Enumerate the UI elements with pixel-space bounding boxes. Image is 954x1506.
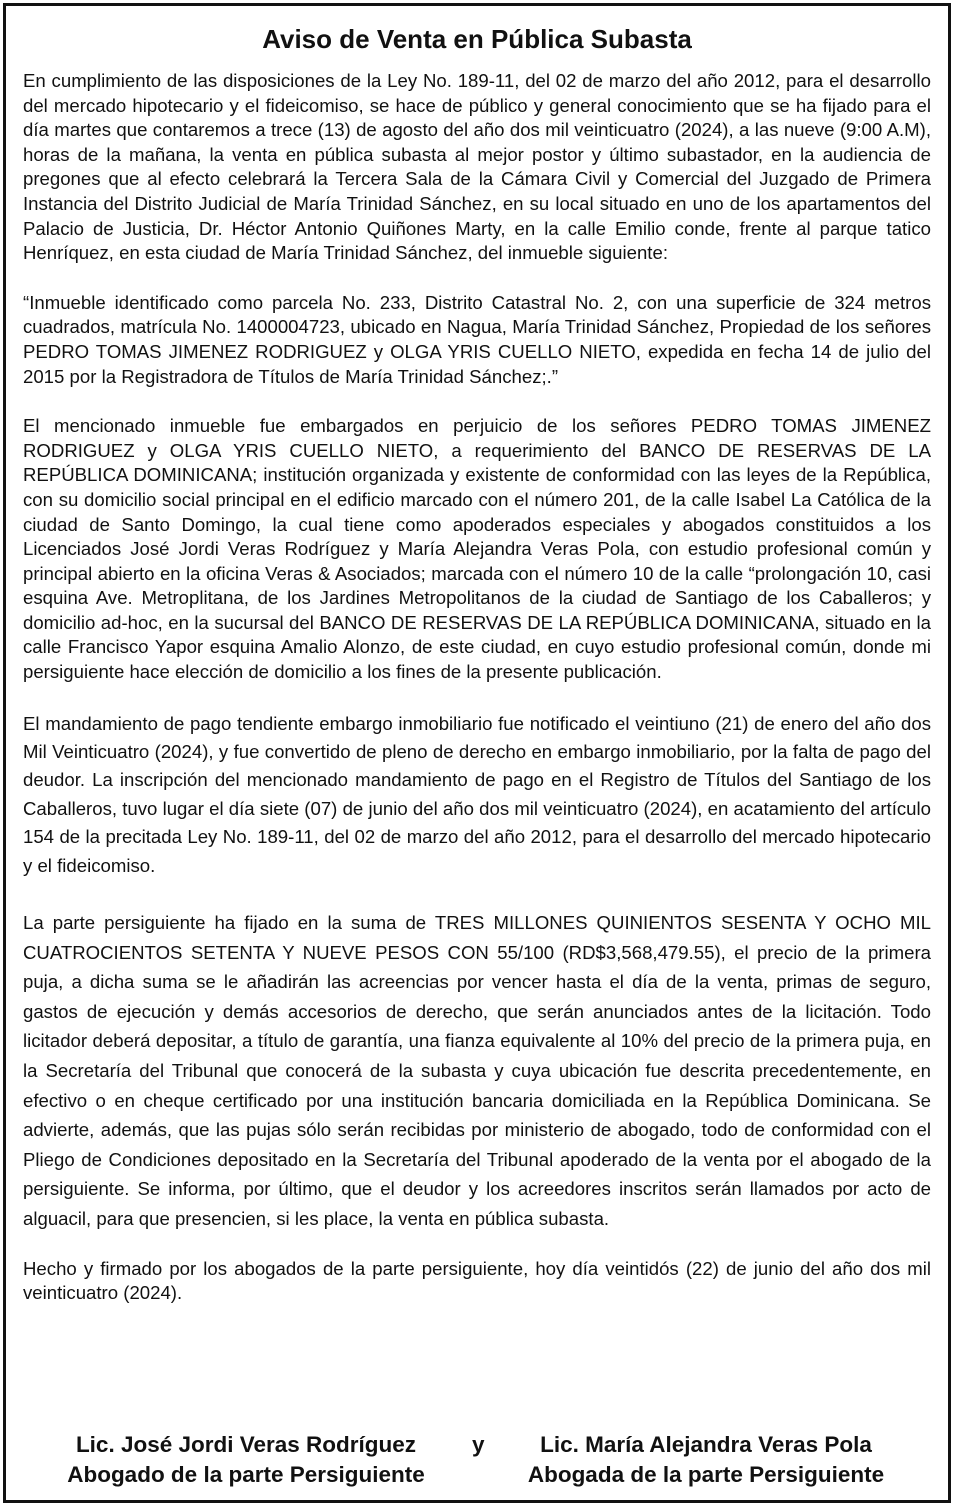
paragraph-announcement: En cumplimiento de las disposiciones de la Ley No. 189-11, del 02 de marzo del año 2012, para el desarrollo del mercado hipotecario y el fideicomiso, se hace de público y general conocimiento que se ha fijado para el día martes que contaremos a trece (13) de agosto del año dos mil veinticuatro (2024), a las nueve (9:00 A.M), horas de la mañana, la venta en pública subasta al mejor postor y último subastador, en la audiencia de pregones que al efecto celebrará la Tercera Sala de la Cámara Civil y Comercial del Juzgado de Primera Instancia del Distrito Judicial de María Trinidad Sánchez, en su local situado en uno de los apartamentos del Palacio de Justicia, Dr. Héctor Antonio Quiñones Marty, en la calle Emilio conde, frente al parque tatico Henríquez, en esta ciudad de María Trinidad Sánchez, del inmueble siguiente: xyxy=(23,70,931,264)
paragraph-property-description: “Inmueble identificado como parcela No. 233, Distrito Catastral No. 2, con una superficie de 324 metros cuadrados, matrícula No. 1400004723, ubicado en Nagua, María Trinidad Sánchez, Propiedad de los señores PEDRO TOMAS JIMENEZ RODRIGUEZ y OLGA YRIS CUELLO NIETO, expedida en fecha 14 de julio del 2015 por la Registradora de Títulos de María Trinidad Sánchez;.” xyxy=(23,291,931,387)
signature-right xyxy=(496,1430,916,1490)
paragraph-seizure-details: El mencionado inmueble fue embargados en perjuicio de los señores PEDRO TOMAS JIMENEZ RODRIGUEZ y OLGA YRIS CUELLO NIETO, a requerimiento del BANCO DE RESERVAS DE LA REPÚBLICA DOMINICANA; institución organizada y existente de conformidad con las leyes de la República, con su domicilio social principal en el edificio marcado con el número 201, de la calle Isabel La Católica de la ciudad de Santo Domingo, la cual tiene como apoderados especiales y abogados constituidos a los Licenciados José Jordi Veras Rodríguez y María Alejandra Veras Pola, con estudio profesional común y principal abierto en la oficina Veras & Asociados; marcada con el número 10 de la calle “prolongación 10, casi esquina Ave. Metroplitana, de los Jardines Metropolitanos de la ciudad de Santiago de los Caballeros; y domicilio ad-hoc, en la sucursal del BANCO DE RESERVAS DE LA REPÚBLICA DOMINICANA, situado en la calle Francisco Yapor esquina Amalio Alonzo, de este ciudad, en cuyo estudio profesional común, donde mi persiguiente hace elección de domicilio a los fines de la presente publicación. xyxy=(23,415,931,683)
paragraph-signing-date: Hecho y firmado por los abogados de la parte persiguiente, hoy día veintidós (22) de junio del año dos mil veinticuatro (2024). xyxy=(23,1257,931,1304)
notice-body xyxy=(23,6,931,1306)
signature-conjunction: y xyxy=(472,1432,485,1457)
signature-left xyxy=(36,1430,456,1490)
notice-border xyxy=(3,3,951,1503)
notice-title: Aviso de Venta en Pública Subasta xyxy=(262,24,692,54)
signer-name-left: Lic. José Jordi Veras Rodríguez xyxy=(75,1432,417,1457)
signer-role-left: Abogado de la parte Persiguiente xyxy=(67,1462,425,1487)
signature-section xyxy=(6,1430,948,1490)
paragraph-payment-order: El mandamiento de pago tendiente embargo inmobiliario fue notificado el veintiuno (21) de enero del año dos Mil Veinticuatro (2024), y fue convertido de pleno de derecho en embargo inmobiliario, por la falta de pago del deudor. La inscripción del mencionado mandamiento de pago en el Registro de Títulos del Santiago de los Caballeros, tuvo lugar el día siete (07) de junio del año dos mil veinticuatro (2024), en acatamiento del artículo 154 de la precitada Ley No. 189-11, del 02 de marzo del año 2012, para el desarrollo del mercado hipotecario y el fideicomiso. xyxy=(23,712,931,876)
signer-name-right: Lic. María Alejandra Veras Pola xyxy=(540,1432,872,1457)
signer-role-right: Abogada de la parte Persiguiente xyxy=(527,1462,885,1487)
paragraph-auction-terms: La parte persiguiente ha fijado en la suma de TRES MILLONES QUINIENTOS SESENTA Y OCHO MIL CUATROCIENTOS SETENTA Y NUEVE PESOS CON 55/100 (RD$3,568,479.55), el precio de la primera puja, a dicha suma se le añadirán las acreencias por vencer hasta el día de la venta, primas de seguro, gastos de ejecución y demás accesorios de derecho, que serán anunciados antes de la licitación. Todo licitador deberá depositar, a título de garantía, una fianza equivalente al 10% del precio de la primera puja, en la Secretaría del Tribunal que conocerá de la subasta y cuya ubicación fue descrita precedentemente, en efectivo o en cheque certificado por una institución bancaria domiciliada en la República Dominicana. Se advierte, además, que las pujas sólo serán recibidas por ministerio de abogado, todo de conformidad con el Pliego de Condiciones depositado en la Secretaría del Tribunal apoderado de la venta por el abogado de la persiguiente. Se informa, por último, que el deudor y los acreedores inscritos serán llamados por acto de alguacil, para que presencien, si les place, la venta en pública subasta. xyxy=(23,912,931,1230)
